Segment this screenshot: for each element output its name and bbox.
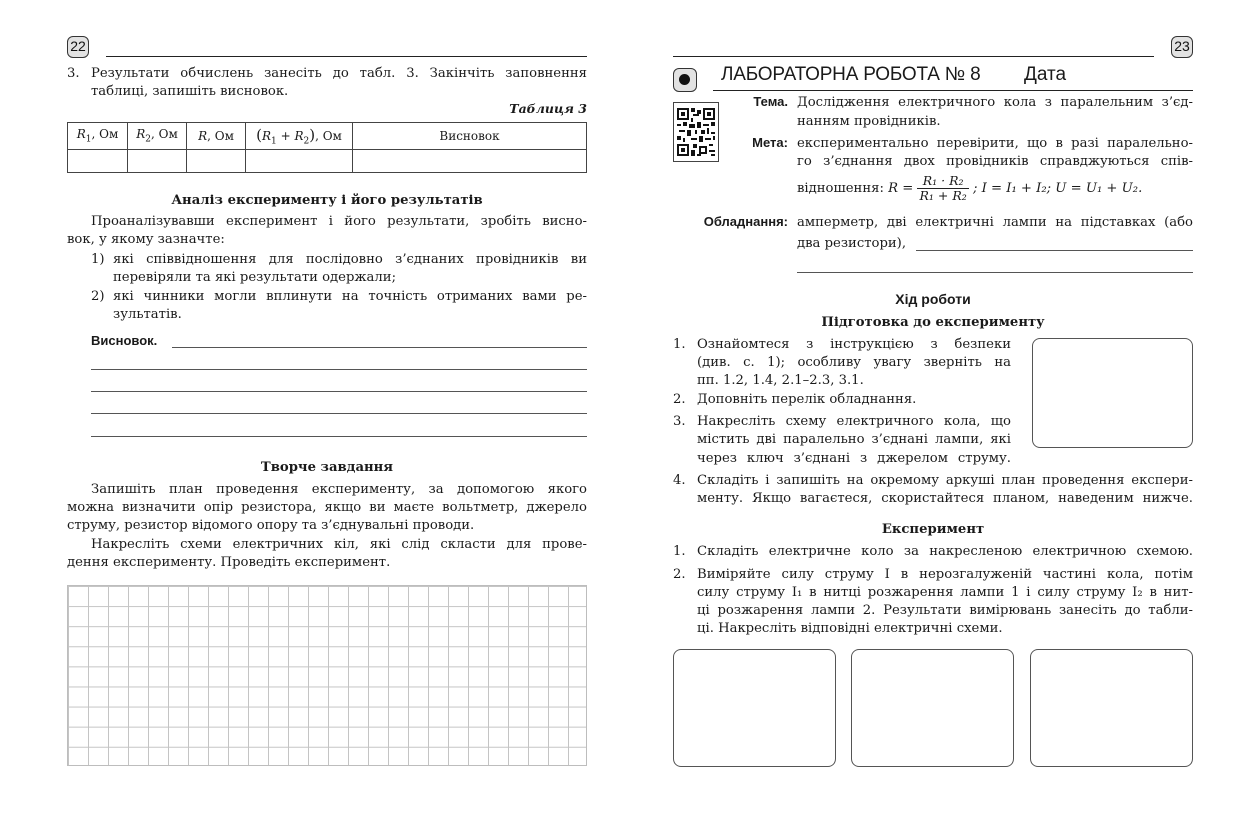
table-header-sum: $(R_1 + R_2)$, Ом <box>246 123 353 150</box>
formula-rest: ; I = I₁ + I₂; U = U₁ + U₂. <box>972 181 1143 196</box>
procedure-heading: Хід роботи <box>895 291 971 307</box>
list-item-line: Складіть і запишіть на окремому аркуші план проведення експери- <box>697 473 1193 488</box>
record-dot-icon <box>673 68 697 92</box>
step-text-line: Результати обчислень занесіть до табл. 3. Закінчіть заповнення <box>91 66 587 81</box>
list-item-line: (див. с. 1); особливу увагу зверніть на <box>697 355 1011 370</box>
page-number-badge: 22 <box>67 36 89 58</box>
step-number: 3. <box>67 66 80 81</box>
table-header-conclusion: Висновок <box>353 123 587 150</box>
list-number: 2) <box>91 289 105 304</box>
circuit-diagram-box[interactable] <box>673 649 836 767</box>
creative-text-line: струму, резистор відомого опору та з’єднувальні проводи. <box>67 518 475 533</box>
creative-heading: Творче завдання <box>260 460 394 475</box>
table-cell[interactable] <box>187 150 246 173</box>
title-rule <box>713 90 1193 91</box>
equipment-text-line: амперметр, дві електричні лампи на підставках (або <box>797 215 1193 230</box>
goal-formula-line: відношення: R = $\frac{\text{R₁ · R₂}}{\text{R₁ + R₂}}$ ; I = I₁ + I₂; U = U₁ + U₂. <box>797 173 1143 203</box>
topic-text-line: Дослідження електричного кола з паралельним з’єд- <box>797 95 1193 110</box>
conclusion-write-line[interactable] <box>91 413 587 414</box>
list-number: 1. <box>673 337 686 352</box>
list-item-line: силу струму I₁ в нитці розжарення лампи 1 і силу струму I₂ в нит- <box>697 585 1193 600</box>
equipment-text-line: два резистори), <box>797 236 907 251</box>
qr-code-icon[interactable] <box>673 102 719 162</box>
circuit-diagram-box[interactable] <box>1030 649 1193 767</box>
table-cell[interactable] <box>128 150 187 173</box>
table-caption: Таблиця 3 <box>509 101 587 116</box>
list-item-line: містить дві паралельно з’єднані лампи, які <box>697 432 1011 447</box>
table-cell[interactable] <box>68 150 128 173</box>
table-cell[interactable] <box>353 150 587 173</box>
list-item-line: Складіть електричне коло за накресленою електричною схемою. <box>697 544 1193 559</box>
list-item-line: менту. Якщо вагаєтеся, скористайтеся планом, наведеним нижче. <box>697 491 1193 506</box>
circuit-diagram-box[interactable] <box>851 649 1014 767</box>
list-number: 1. <box>673 544 686 559</box>
list-number: 2. <box>673 392 686 407</box>
lab-title: ЛАБОРАТОРНА РОБОТА № 8 <box>721 64 981 85</box>
topic-label: Тема. <box>753 94 788 109</box>
list-item-line: які чинники могли вплинути на точність отриманих вами ре- <box>113 289 587 304</box>
list-item-line: Ознайомтеся з інструкцією з безпеки <box>697 337 1011 352</box>
creative-text-line: можна визначити опір резистора, якщо ви маєте вольтметр, джерело <box>67 500 587 515</box>
conclusion-write-line[interactable] <box>91 391 587 392</box>
list-item-line: ці розжарення лампи 2. Результати вимірювань занесіть до табли- <box>697 603 1193 618</box>
list-item-line: перевіряли та які результати одержали; <box>113 270 397 285</box>
table-header-r2: $R_2$, Ом <box>128 123 187 150</box>
step-text-line: таблиці, запишіть висновок. <box>91 84 289 99</box>
list-item-line: ці. Накресліть відповідні електричні схеми. <box>697 621 1003 636</box>
conclusion-label: Висновок. <box>91 333 158 348</box>
equipment-write-line[interactable] <box>797 272 1193 273</box>
creative-text-line: Запишіть план проведення експерименту, за допомогою якого <box>91 482 587 497</box>
table-row <box>68 150 587 173</box>
topic-text-line: нанням провідників. <box>797 114 941 129</box>
graph-paper-grid[interactable] <box>67 585 587 766</box>
list-item-line: зультатів. <box>113 307 182 322</box>
creative-text-line: дення експерименту. Проведіть експеримент. <box>67 555 391 570</box>
list-item-line: через ключ з’єднані з джерелом струму. <box>697 451 1011 466</box>
prep-heading: Підготовка до експерименту <box>821 315 1045 330</box>
goal-text-line: експериментально перевірити, що в разі паралельно- <box>797 136 1193 151</box>
equipment-write-line[interactable] <box>916 250 1193 251</box>
conclusion-write-line[interactable] <box>172 347 587 348</box>
goal-text-line: го з’єднання двох провідників справджуються спів- <box>797 154 1193 169</box>
circuit-diagram-box[interactable] <box>1032 338 1193 448</box>
goal-label: Мета: <box>752 135 788 150</box>
list-item-line: пп. 1.2, 1.4, 2.1–2.3, 3.1. <box>697 373 864 388</box>
conclusion-write-line[interactable] <box>91 369 587 370</box>
experiment-heading: Експеримент <box>881 522 985 537</box>
table-header-r1: $R_1$, Ом <box>68 123 128 150</box>
list-item-line: які співвідношення для послідовно з’єднаних провідників ви <box>113 252 587 267</box>
list-item-line: Накресліть схему електричного кола, що <box>697 414 1011 429</box>
results-table <box>67 122 587 173</box>
date-label: Дата <box>1024 64 1067 85</box>
conclusion-write-line[interactable] <box>91 436 587 437</box>
page-number-badge: 23 <box>1171 36 1193 58</box>
list-number: 2. <box>673 567 686 582</box>
list-number: 1) <box>91 252 105 267</box>
table-header-r: R, Ом <box>187 123 246 150</box>
table-cell[interactable] <box>246 150 353 173</box>
analysis-intro-line: вок, у якому зазначте: <box>67 232 225 247</box>
creative-text-line: Накресліть схеми електричних кіл, які слід скласти для прове- <box>91 537 587 552</box>
equipment-label: Обладнання: <box>703 214 788 229</box>
formula-lhs: R = <box>888 181 914 196</box>
list-number: 3. <box>673 414 686 429</box>
analysis-heading: Аналіз експерименту і його результатів <box>171 193 483 208</box>
list-item-line: Виміряйте силу струму I в нерозгалуженій частині кола, потім <box>697 567 1193 582</box>
header-rule <box>673 56 1154 57</box>
analysis-intro-line: Проаналізувавши експеримент і його результати, зробіть висно- <box>91 214 587 229</box>
list-item-line: Доповніть перелік обладнання. <box>697 392 917 407</box>
list-number: 4. <box>673 473 686 488</box>
header-rule <box>106 56 587 57</box>
formula-fraction: $\frac{\text{R₁ · R₂}}{\text{R₁ + R₂}}$ <box>919 173 967 203</box>
